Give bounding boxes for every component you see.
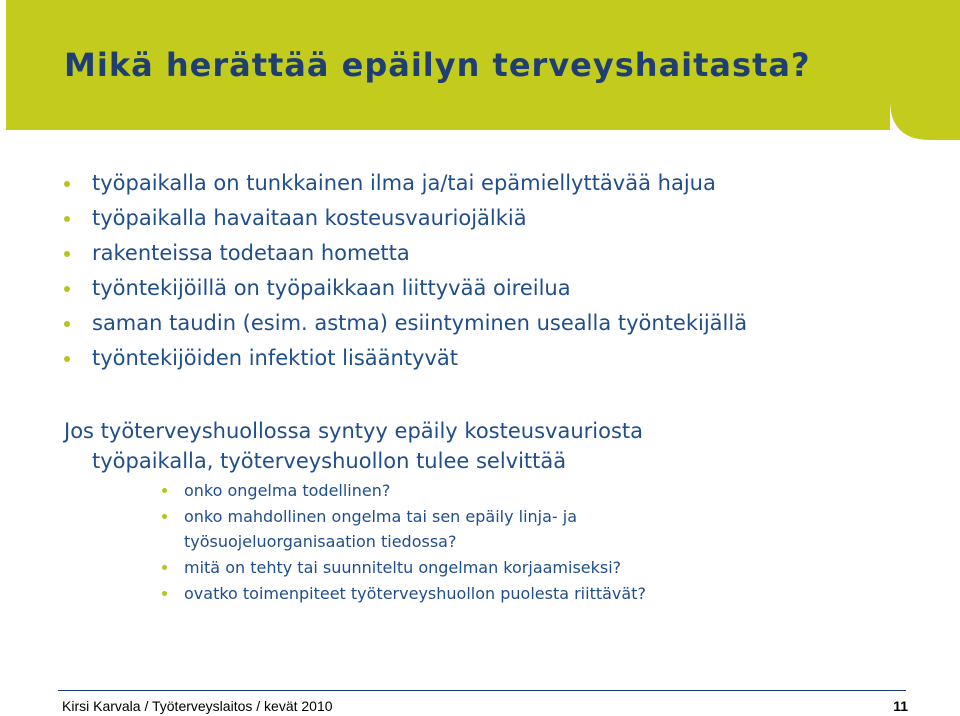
bullet-list [60,166,747,376]
sub-bullet-list [160,478,646,606]
footer-divider [58,690,906,691]
bullet-dot-icon [64,286,70,292]
bullet-dot-icon [162,591,167,596]
bullet-text: rakenteissa todetaan hometta [92,241,410,265]
bullet-dot-icon [162,514,167,519]
sub-bullet-text: mitä on tehty tai suunniteltu ongelman korjaamiseksi? [184,558,622,577]
sub-bullet-text: onko mahdollinen ongelma tai sen epäily linja- ja [184,507,578,526]
bullet-dot-icon [64,181,70,187]
sub-bullet-item [160,555,646,580]
page-number: 11 [893,698,908,714]
bullet-item [60,306,747,341]
bullet-dot-icon [64,251,70,257]
bullet-dot-icon [64,356,70,362]
footer-credit: Kirsi Karvala / Työterveyslaitos / kevät 2010 [62,698,333,714]
header-corner-decoration [890,0,960,140]
paragraph-line: työpaikalla, työterveyshuollon tulee selvittää [92,449,567,473]
bullet-item [60,236,747,271]
sub-bullet-text: onko ongelma todellinen? [184,481,391,500]
bullet-item [60,166,747,201]
sub-bullet-item [160,581,646,606]
sub-bullet-item [160,478,646,503]
paragraph-line: Jos työterveyshuollossa syntyy epäily kosteusvauriosta [64,419,643,443]
bullet-dot-icon [64,216,70,222]
bullet-text: työntekijöiden infektiot lisääntyvät [92,346,459,370]
bullet-text: työpaikalla on tunkkainen ilma ja/tai epämiellyttävää hajua [92,171,716,195]
bullet-text: saman taudin (esim. astma) esiintyminen usealla työntekijällä [92,311,748,335]
slide-title: Mikä herättää epäilyn terveyshaitasta? [64,46,811,84]
bullet-dot-icon [162,488,167,493]
bullet-item [60,341,747,376]
bullet-dot-icon [64,321,70,327]
sub-bullet-text: työsuojeluorganisaation tiedossa? [184,532,457,551]
sub-bullet-item [160,504,646,554]
intro-paragraph [64,416,643,476]
bullet-item [60,201,747,236]
bullet-dot-icon [162,565,167,570]
bullet-text: työntekijöillä on työpaikkaan liittyvää oireilua [92,276,571,300]
bullet-item [60,271,747,306]
sub-bullet-text: ovatko toimenpiteet työterveyshuollon puolesta riittävät? [184,584,646,603]
bullet-text: työpaikalla havaitaan kosteusvauriojälkiä [92,206,527,230]
